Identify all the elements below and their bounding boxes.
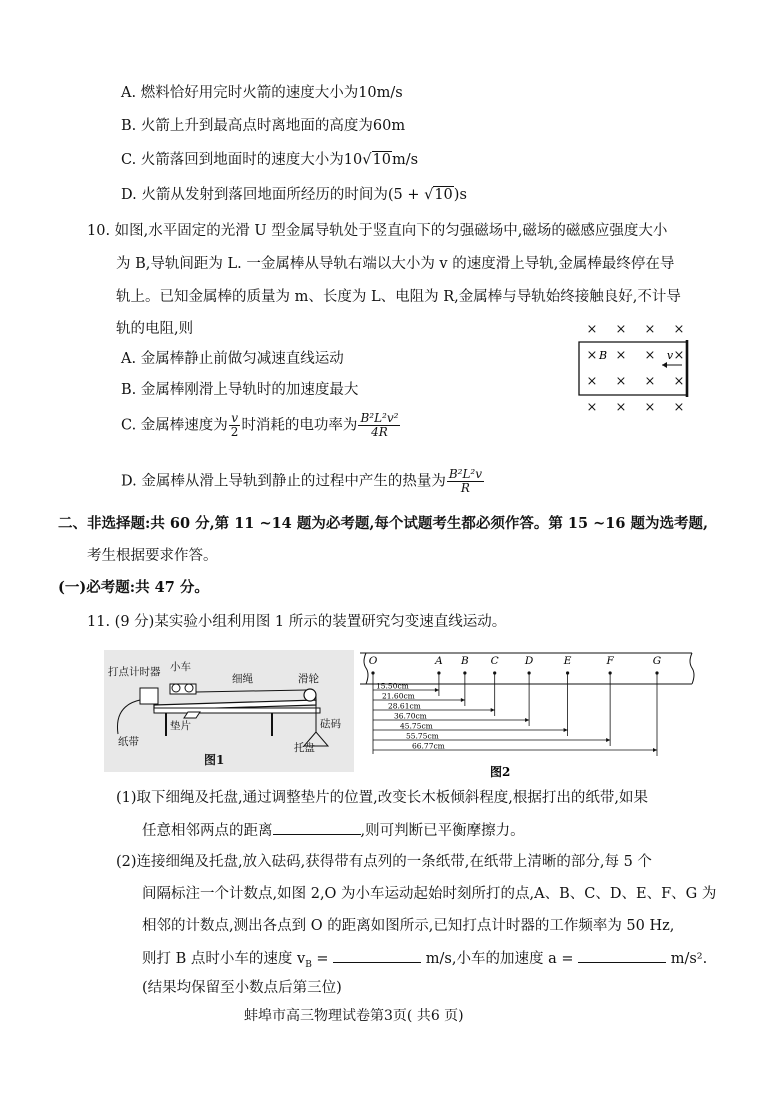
cart-wheel: [172, 684, 180, 692]
dimension-arrowhead: [653, 748, 657, 752]
q9-option-d-end: )s: [453, 187, 467, 203]
tape-point-label-f: F: [606, 655, 614, 667]
tape-point-label-g: G: [652, 655, 662, 667]
field-cross: ×: [673, 348, 685, 363]
tape-point-label-d: D: [524, 655, 534, 667]
fraction-v-over-2: $\frac{v}{2}$: [230, 411, 239, 439]
figure2-ticker-tape: [360, 650, 700, 780]
dimension-arrowhead: [525, 718, 529, 722]
section2-sub-heading: (一)必考题:共 47 分。: [58, 579, 209, 596]
answer-blank-velocity[interactable]: [333, 948, 421, 963]
subscript-b: B: [305, 959, 312, 970]
tape-point-label-o: O: [368, 655, 378, 667]
field-label-b: B: [598, 349, 608, 362]
field-cross: ×: [673, 374, 685, 389]
q11-stem: 11. (9 分)某实验小组利用图 1 所示的装置研究匀变速直线运动。: [87, 614, 507, 630]
tape-torn-end-right: [690, 653, 694, 684]
q10-rail-figure: [574, 318, 704, 418]
field-cross: ×: [673, 322, 685, 337]
dimension-label: 55.75cm: [406, 731, 439, 741]
q9-option-c-radicand: 10: [372, 152, 391, 168]
section2-heading: 二、非选择题:共 60 分,第 11 ~14 题为必考题,每个试题考生都必须作答。第 15 ~16 题为选考题,: [58, 515, 709, 532]
q11-part2-line1: (2)连接细绳及托盘,放入砝码,获得带有点列的一条纸带,在纸带上清晰的部分,每 5 个: [116, 854, 652, 870]
fraction-heat: $\frac{\text{B²L²v}}{R}$: [448, 467, 483, 495]
equals-sign: =: [311, 951, 334, 967]
q10-option-c-text: C. 金属棒速度为: [121, 417, 228, 434]
velocity-label-v: v: [666, 349, 674, 362]
q10-option-b: B. 金属棒刚滑上导轨时的加速度最大: [121, 382, 359, 398]
q11-part2-text-end: m/s².: [666, 951, 708, 967]
tape-torn-end-left: [364, 653, 368, 684]
dimension-label: 45.75cm: [400, 721, 433, 731]
q9-option-a: A. 燃料恰好用完时火箭的速度大小为10m/s: [121, 85, 403, 101]
q11-note: (结果均保留至小数点后第三位): [142, 980, 342, 996]
dimension-arrowhead: [564, 728, 568, 732]
field-cross: ×: [586, 322, 598, 337]
q11-part1-text-end: ,则可判断已平衡摩擦力。: [360, 823, 525, 839]
field-cross: ×: [644, 400, 656, 415]
q9-option-c-coef: 10: [343, 152, 363, 168]
table-top: [154, 708, 320, 713]
q11-part2-line2: 间隔标注一个计数点,如图 2,O 为小车运动起始时刻所打的点,A、B、C、D、E、F、G 为: [142, 886, 717, 902]
timer-device: [140, 688, 158, 704]
q10-stem-line2: 为 B,导轨间距为 L. 一金属棒从导轨右端以大小为 v 的速度滑上导轨,金属棒最终停在导: [116, 256, 675, 272]
dimension-label: 66.77cm: [412, 741, 445, 751]
q10-option-d: [121, 468, 485, 495]
field-cross: ×: [644, 322, 656, 337]
q9-option-d-text: D. 火箭从发射到落回地面所经历的时间为(5 +: [121, 187, 425, 203]
label-timer: 打点计时器: [108, 666, 161, 678]
figure1-apparatus: [104, 650, 354, 772]
q11-part1-text: 任意相邻两点的距离: [142, 823, 273, 839]
dimension-label: 28.61cm: [388, 701, 421, 711]
fraction-power: $\frac{\text{B²L²v²}}{4R}$: [360, 411, 399, 439]
tape-point-label-c: C: [490, 655, 499, 667]
dimension-arrowhead: [461, 698, 465, 702]
field-cross: ×: [586, 348, 598, 363]
q11-part2-line4: [142, 948, 707, 975]
field-cross: ×: [615, 322, 627, 337]
q9-option-d-radicand: 10: [434, 187, 453, 203]
field-cross: ×: [586, 374, 598, 389]
q10-option-a: A. 金属棒静止前做匀减速直线运动: [121, 351, 344, 367]
page-footer: 蚌埠市高三物理试卷第3页( 共6 页): [244, 1008, 464, 1024]
q9-option-c: [121, 150, 418, 170]
sqrt-sign: √: [424, 187, 434, 203]
label-pulley: 滑轮: [298, 673, 319, 685]
label-tray: 托盘: [294, 742, 315, 754]
section2-heading-cont: 考生根据要求作答。: [87, 548, 218, 564]
dimension-label: 15.50cm: [376, 681, 409, 691]
q9-option-c-text: C. 火箭落回到地面时的速度大小为: [121, 152, 344, 168]
q10-option-c-mid: 时消耗的电功率为: [241, 417, 358, 434]
q9-option-c-unit: m/s: [391, 152, 419, 168]
velocity-arrowhead: [662, 362, 667, 368]
q10-stem-line3: 轨上。已知金属棒的质量为 m、长度为 L、电阻为 R,金属棒与导轨始终接触良好,不计导: [116, 289, 681, 305]
q11-part1-line1: (1)取下细绳及托盘,通过调整垫片的位置,改变长木板倾斜程度,根据打出的纸带,如果: [116, 790, 648, 806]
q10-option-d-text: D. 金属棒从滑上导轨到静止的过程中产生的热量为: [121, 473, 446, 490]
q9-option-d: [121, 185, 467, 205]
label-tape: 纸带: [118, 736, 139, 748]
dimension-arrowhead: [491, 708, 495, 712]
dimension-arrowhead: [435, 688, 439, 692]
figure2-caption: 图2: [490, 765, 511, 779]
q9-option-b: B. 火箭上升到最高点时离地面的高度为60m: [121, 118, 406, 134]
q11-part2-text: 则打 B 点时小车的速度 v: [142, 951, 306, 967]
label-rope: 细绳: [232, 673, 253, 685]
cart-wheel: [185, 684, 193, 692]
q11-part2-text-mid: m/s,小车的加速度 a =: [421, 951, 579, 967]
label-weights: 砝码: [320, 718, 341, 730]
answer-blank-acceleration[interactable]: [578, 948, 666, 963]
q11-part2-line3: 相邻的计数点,测出各点到 O 的距离如图所示,已知打点计时器的工作频率为 50 Hz,: [142, 918, 675, 934]
q10-stem-line1: 10. 如图,水平固定的光滑 U 型金属导轨处于竖直向下的匀强磁场中,磁场的磁感应强度大小: [87, 223, 668, 239]
field-cross: ×: [673, 400, 685, 415]
answer-blank-1[interactable]: [273, 820, 361, 835]
tape-point-label-b: B: [461, 655, 469, 667]
field-cross: ×: [644, 348, 656, 363]
field-cross: ×: [644, 374, 656, 389]
dimension-arrowhead: [606, 738, 610, 742]
field-cross: ×: [615, 348, 627, 363]
figure1-caption: 图1: [204, 753, 225, 767]
pulley: [304, 689, 316, 701]
q10-stem-line4: 轨的电阻,则: [116, 321, 194, 337]
sqrt-sign: √: [362, 152, 372, 168]
dimension-label: 21.60cm: [382, 691, 415, 701]
tape-point-label-e: E: [563, 655, 572, 667]
label-pad: 垫片: [170, 720, 191, 732]
label-cart: 小车: [170, 661, 191, 673]
field-cross: ×: [586, 400, 598, 415]
field-cross: ×: [615, 374, 627, 389]
field-cross: ×: [615, 400, 627, 415]
dimension-label: 36.70cm: [394, 711, 427, 721]
q10-option-c: [121, 412, 401, 439]
tape-point-label-a: A: [435, 655, 443, 667]
q11-part1-line2: [142, 820, 525, 841]
